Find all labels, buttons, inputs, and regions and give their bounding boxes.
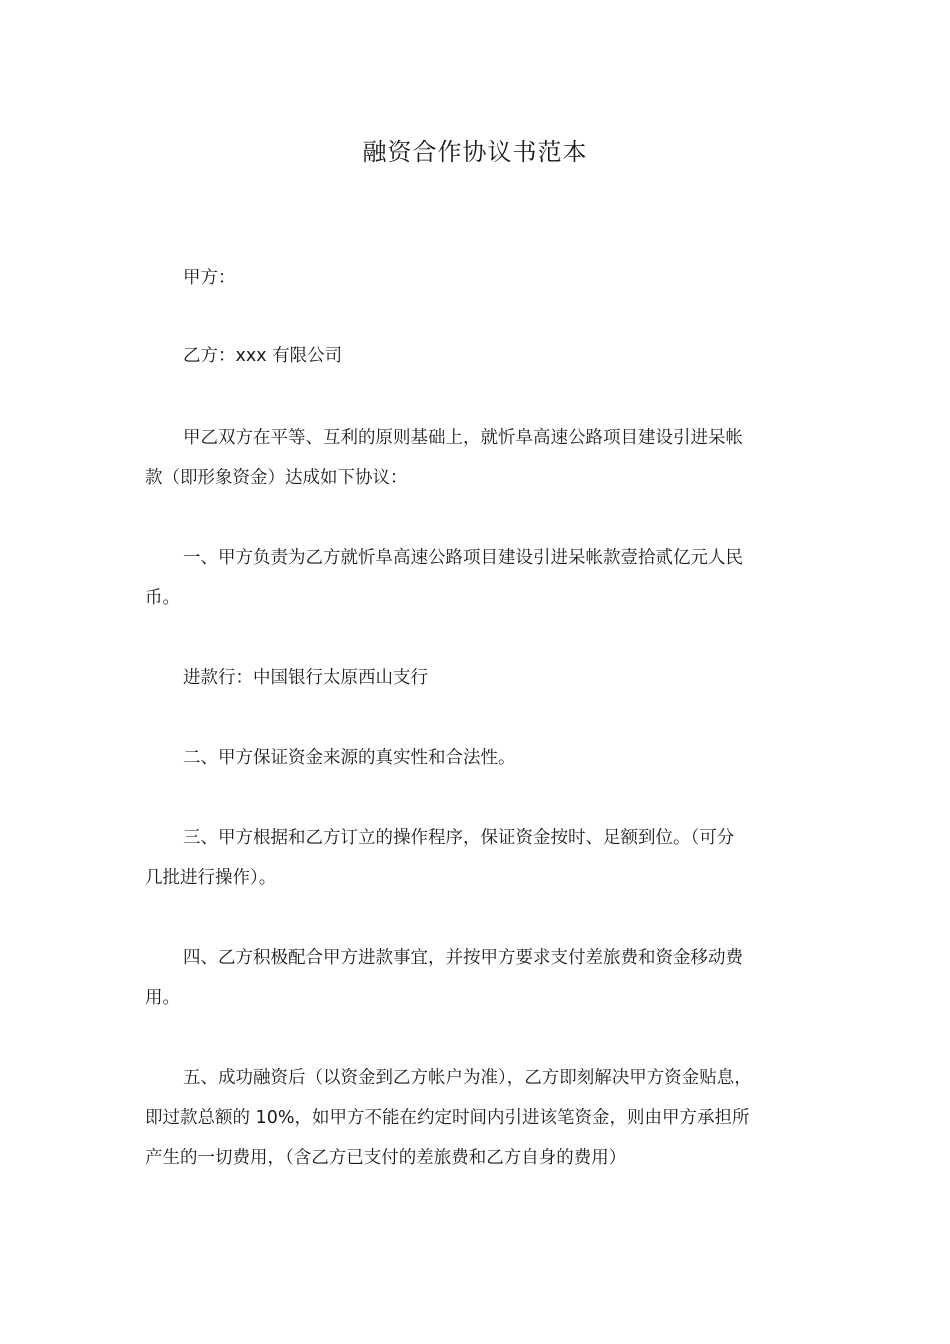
paragraph-line: 进款行：中国银行太原西山支行 bbox=[183, 668, 428, 688]
paragraph-line: 产生的一切费用，（含乙方已支付的差旅费和乙方自身的费用） bbox=[145, 1148, 627, 1168]
paragraph-line: 即过款总额的 10%，如甲方不能在约定时间内引进该笔资金，则由甲方承担所 bbox=[145, 1108, 750, 1128]
document-title: 融资合作协议书范本 bbox=[362, 138, 588, 166]
party-a-line bbox=[145, 258, 805, 298]
paragraph-line: 用。 bbox=[145, 988, 180, 1008]
paragraph-line: 五、成功融资后（以资金到乙方帐户为准），乙方即刻解决甲方资金贴息， bbox=[183, 1068, 752, 1088]
paragraph-line: 款（即形象资金）达成如下协议： bbox=[145, 468, 408, 488]
party-b-line bbox=[145, 336, 805, 376]
clause-2 bbox=[145, 738, 805, 778]
clause-4 bbox=[145, 938, 805, 1018]
paragraph-line: 币。 bbox=[145, 588, 180, 608]
receiving-bank-line bbox=[145, 658, 805, 698]
paragraph-line: 二、甲方保证资金来源的真实性和合法性。 bbox=[183, 748, 516, 768]
clause-3 bbox=[145, 818, 805, 898]
clause-5 bbox=[145, 1058, 805, 1178]
paragraph-line: 一、甲方负责为乙方就忻阜高速公路项目建设引进呆帐款壹拾贰亿元人民 bbox=[183, 548, 743, 568]
paragraph-line: 三、甲方根据和乙方订立的操作程序，保证资金按时、足额到位。（可分 bbox=[183, 828, 735, 848]
preamble-paragraph bbox=[145, 418, 805, 498]
paragraph-line: 四、乙方积极配合甲方进款事宜，并按甲方要求支付差旅费和资金移动费 bbox=[183, 948, 743, 968]
paragraph-line: 甲方： bbox=[183, 268, 236, 288]
paragraph-line: 几批进行操作）。 bbox=[145, 868, 277, 888]
clause-1 bbox=[145, 538, 805, 618]
paragraph-line: 乙方：xxx 有限公司 bbox=[183, 346, 343, 366]
paragraph-line: 甲乙双方在平等、互利的原则基础上，就忻阜高速公路项目建设引进呆帐 bbox=[183, 428, 743, 448]
